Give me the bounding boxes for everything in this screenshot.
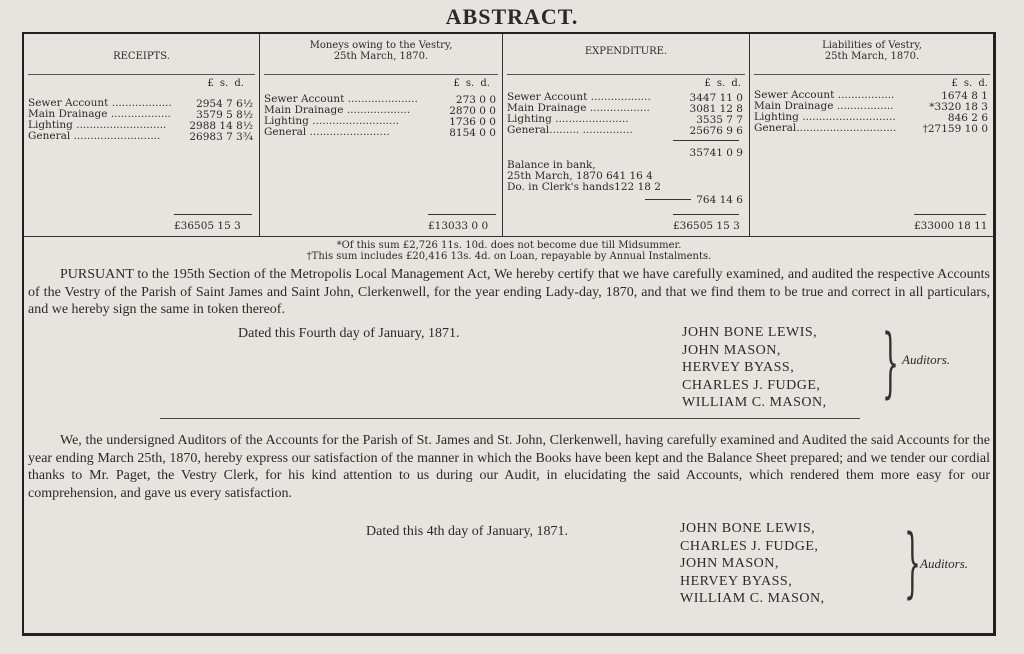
- unit-pence: d.: [978, 78, 988, 89]
- auditor-name: HERVEY BYASS,: [682, 360, 795, 375]
- auditor-name: JOHN MASON,: [682, 342, 781, 358]
- unit-pence: d.: [731, 78, 741, 89]
- row-amount: 26983 7 3¾: [189, 131, 253, 143]
- row-amount: 3447 11 0: [689, 92, 743, 104]
- unit-pence: d.: [480, 78, 490, 89]
- balance-line: 25th March, 1870 641 16 4: [507, 170, 653, 182]
- expenditure-row: General......... ...............: [507, 124, 633, 136]
- receipts-row: Sewer Account ..................: [28, 97, 172, 109]
- header-rule: [754, 74, 990, 75]
- auditor-name: WILLIAM C. MASON,: [682, 395, 827, 410]
- receipts-row: General ..........................: [28, 130, 161, 142]
- row-label: Main Drainage: [28, 108, 108, 120]
- thanks-role: Auditors.: [920, 556, 969, 571]
- liabilities-row: Sewer Account .................: [754, 89, 895, 101]
- moneys-owing-total: £13033 0 0: [428, 220, 489, 232]
- footnote: †This sum includes £20,416 13s. 4d. on Loan, repayable by Annual Instalments.: [306, 251, 712, 262]
- row-amount: 846 2 6: [947, 112, 988, 124]
- units-row: [430, 78, 490, 89]
- row-label: Lighting: [507, 113, 552, 125]
- certificate-role: Auditors.: [902, 352, 951, 367]
- moneys-owing-heading: [260, 40, 502, 62]
- unit-pounds: £: [704, 78, 711, 89]
- receipts-column: [24, 34, 260, 236]
- auditor-name: JOHN BONE LEWIS,: [682, 325, 818, 340]
- row-label: Main Drainage: [264, 104, 344, 116]
- header-rule: [507, 74, 745, 75]
- brace-icon: }: [882, 317, 899, 406]
- heading-line: Liabilities of Vestry,: [822, 40, 922, 51]
- total-rule: [174, 214, 252, 215]
- row-label: General: [264, 126, 307, 138]
- row-label: Sewer Account: [507, 91, 588, 103]
- section-divider: [160, 418, 860, 419]
- row-amount: 1736 0 0: [449, 116, 496, 128]
- row-amount: †27159 10 0: [922, 123, 988, 135]
- row-label: Lighting: [28, 119, 73, 131]
- auditor-name: CHARLES J. FUDGE,: [682, 377, 821, 393]
- row-amount: 3081 12 8: [689, 103, 743, 115]
- thanks-auditor-names: [680, 520, 825, 608]
- moneys-owing-column: [260, 34, 503, 236]
- heading-line: Moneys owing to the Vestry,: [309, 40, 453, 51]
- auditor-name: WILLIAM C. MASON,: [680, 591, 825, 606]
- balance-total: 764 14 6: [696, 194, 743, 206]
- row-amount: 3535 7 7: [696, 114, 743, 126]
- thanks-paragraph: We, the undersigned Auditors of the Accounts for the Parish of St. James and St. John, Clerkenwell, having carefully examined and Audited the said Accounts for the year ending March 25th, 1870, hereby express our satisfaction of the manner in which the Books have been kept and the Balance Sheet prepared; and we tender our cordial thanks to Mr. Paget, the Vestry Clerk, for his kind attention to us during our Audit, in elucidating the said Accounts, which rendered them more easy for our comprehension, and gave us every satisfaction.: [28, 433, 990, 501]
- units-row: [681, 78, 741, 89]
- row-amount: 3579 5 8½: [196, 109, 253, 121]
- footnote: *Of this sum £2,726 11s. 10d. does not become due till Midsummer.: [336, 240, 682, 251]
- accounts-table: [24, 34, 994, 237]
- expenditure-subtotal: 35741 0 9: [689, 147, 743, 159]
- liabilities-row: Main Drainage .................: [754, 100, 894, 112]
- row-label: Main Drainage: [754, 100, 834, 112]
- heading-line: 25th March, 1870.: [333, 51, 429, 62]
- abstract-frame: [22, 32, 996, 636]
- unit-pounds: £: [951, 78, 958, 89]
- row-amount: 1674 8 1: [941, 90, 988, 102]
- liabilities-row: Lighting ............................: [754, 111, 896, 123]
- liabilities-heading: [750, 40, 994, 62]
- row-amount: 273 0 0: [455, 94, 496, 106]
- moneys-owing-row: Sewer Account .....................: [264, 93, 418, 105]
- unit-shillings: s.: [716, 78, 726, 89]
- row-amount: 2870 0 0: [449, 105, 496, 117]
- auditor-name: CHARLES J. FUDGE,: [680, 538, 819, 554]
- total-rule: [673, 214, 739, 215]
- expenditure-heading: EXPENDITURE.: [584, 46, 668, 57]
- receipts-heading: RECEIPTS.: [113, 51, 170, 62]
- thanks-date: Dated this 4th day of January, 1871.: [366, 524, 569, 539]
- row-label: Lighting: [754, 111, 799, 123]
- row-label: Sewer Account: [28, 97, 109, 109]
- expenditure-row: Sewer Account ..................: [507, 91, 651, 103]
- page-title: ABSTRACT.: [445, 4, 579, 29]
- brace-icon: }: [904, 517, 921, 606]
- receipts-total: £36505 15 3: [174, 220, 241, 232]
- expenditure-row: Main Drainage ..................: [507, 102, 650, 114]
- moneys-owing-row: Main Drainage ...................: [264, 104, 411, 116]
- unit-shillings: s.: [963, 78, 973, 89]
- unit-pence: d.: [234, 78, 244, 89]
- balance-line: Balance in bank,: [507, 159, 596, 171]
- row-label: Lighting: [264, 115, 309, 127]
- row-amount: 25676 9 6: [689, 125, 743, 137]
- units-row: [928, 78, 988, 89]
- unit-shillings: s.: [465, 78, 475, 89]
- auditor-name: JOHN MASON,: [680, 556, 779, 571]
- unit-shillings: s.: [219, 78, 229, 89]
- heading-line: 25th March, 1870.: [824, 51, 920, 62]
- expenditure-column: [503, 34, 750, 236]
- balance-rule: [645, 199, 691, 200]
- row-label: Main Drainage: [507, 102, 587, 114]
- row-label: Sewer Account: [754, 89, 835, 101]
- total-rule: [428, 214, 496, 215]
- units-row: [184, 78, 244, 89]
- balance-line: Do. in Clerk's hands122 18 2: [507, 181, 661, 193]
- certificate-auditor-names: [682, 324, 827, 412]
- expenditure-row: Lighting ......................: [507, 113, 629, 125]
- total-rule: [914, 214, 986, 215]
- liabilities-row: General..............................: [754, 122, 897, 134]
- row-amount: 2954 7 6½: [196, 98, 253, 110]
- receipts-row: Main Drainage ..................: [28, 108, 171, 120]
- unit-pounds: £: [453, 78, 460, 89]
- expenditure-total: £36505 15 3: [673, 220, 740, 232]
- receipts-row: Lighting ...........................: [28, 119, 167, 131]
- row-label: General: [754, 122, 797, 134]
- liabilities-column: [750, 34, 994, 236]
- certificate-date: Dated this Fourth day of January, 1871.: [238, 326, 460, 341]
- auditor-name: JOHN BONE LEWIS,: [680, 521, 816, 536]
- auditor-name: HERVEY BYASS,: [680, 573, 793, 589]
- row-label: Sewer Account: [264, 93, 345, 105]
- moneys-owing-row: Lighting ..........................: [264, 115, 400, 127]
- row-label: General: [28, 130, 71, 142]
- moneys-owing-row: General ........................: [264, 126, 390, 138]
- row-amount: 8154 0 0: [449, 127, 496, 139]
- subtotal-rule: [673, 140, 739, 141]
- row-amount: 2988 14 8½: [189, 120, 253, 132]
- certificate-paragraph: PURSUANT to the 195th Section of the Metropolis Local Management Act, We hereby certify that we have carefully examined, and audited the respective Accounts of the Vestry of the Parish of Saint James and Saint John, Clerkenwell, for the year ending Lady-day, 1870, and that we find them to be true and correct in all particulars, and we hereby sign the same in token thereof.: [28, 267, 990, 317]
- row-amount: *3320 18 3: [929, 101, 988, 113]
- liabilities-total: £33000 18 11: [914, 220, 988, 232]
- header-rule: [28, 74, 255, 75]
- unit-pounds: £: [207, 78, 214, 89]
- header-rule: [264, 74, 498, 75]
- row-label: General: [507, 124, 550, 136]
